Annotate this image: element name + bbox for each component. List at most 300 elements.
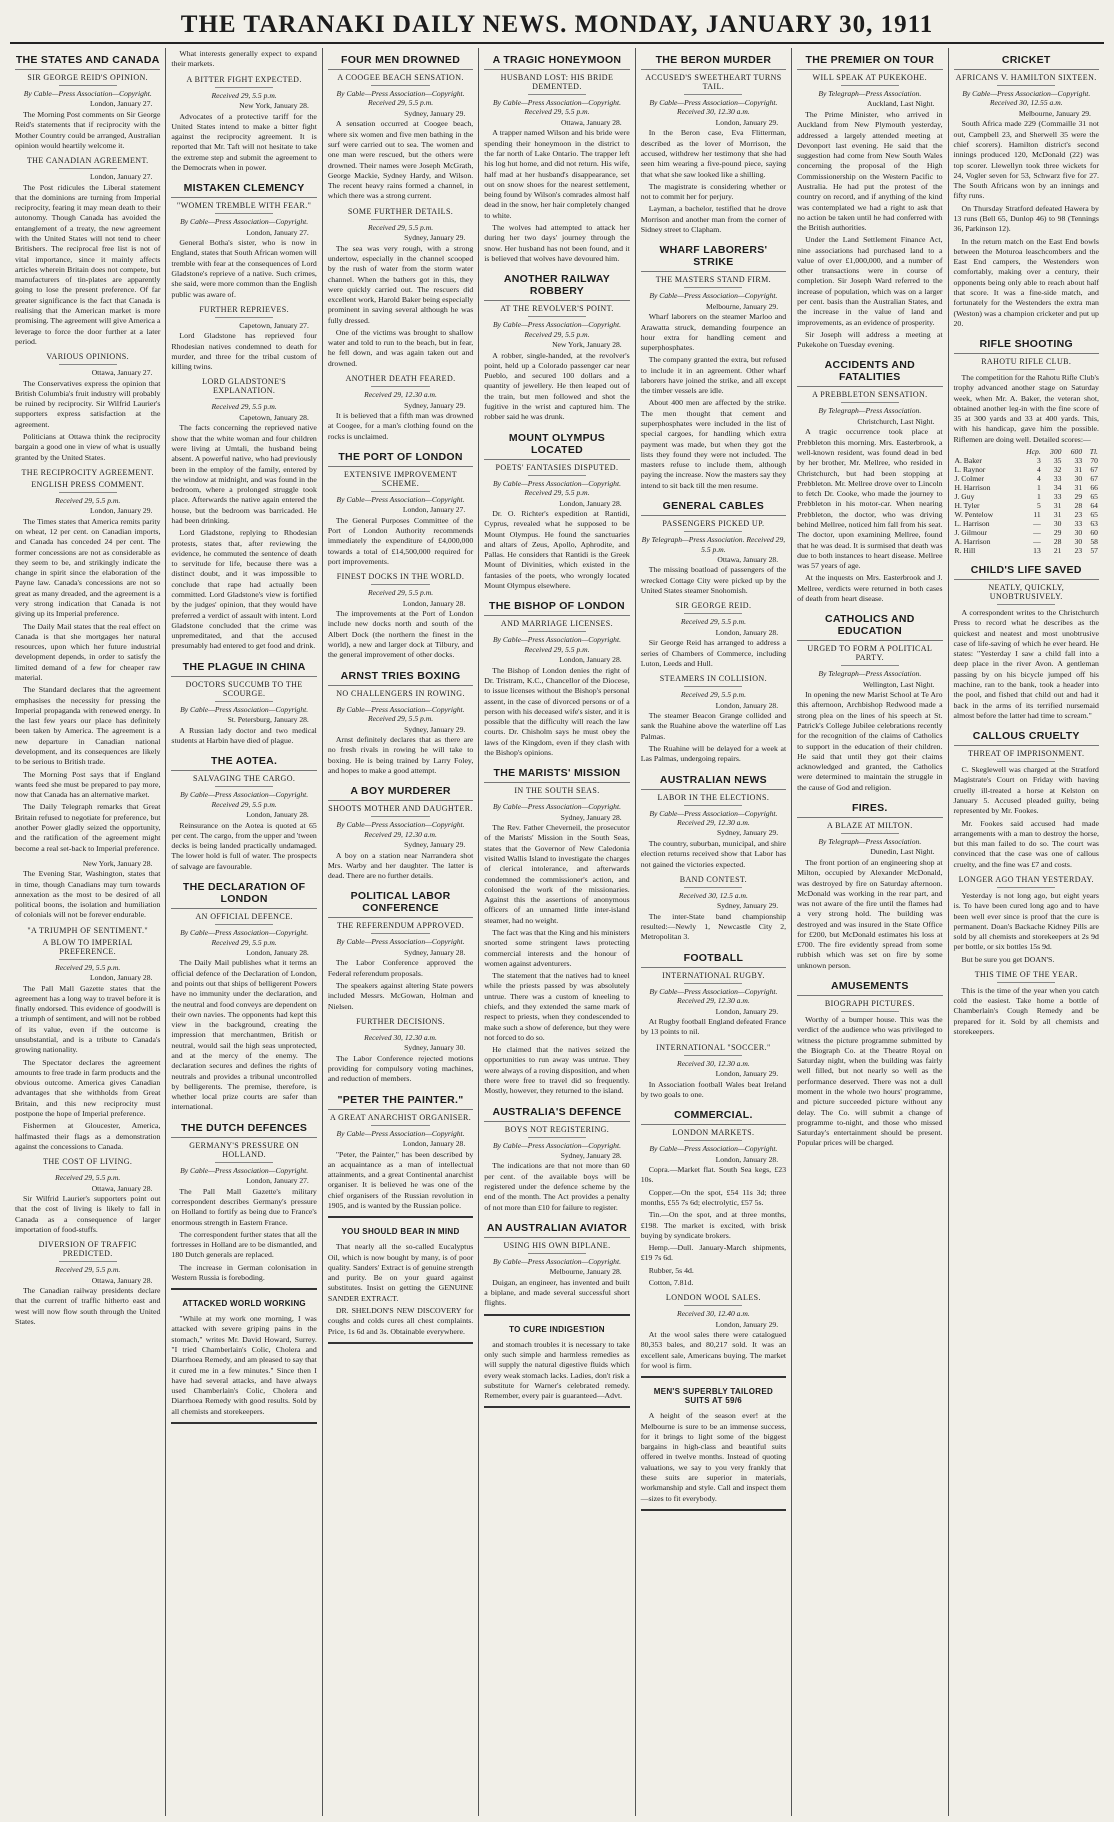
- headline: MOUNT OLYMPUS LOCATED: [484, 428, 629, 460]
- dateline: Received 30, 12.30 a.m.: [677, 1058, 750, 1068]
- divider: [215, 701, 273, 702]
- divider: [528, 316, 586, 317]
- subheading: LONDON MARKETS.: [672, 1128, 755, 1138]
- paragraph: The Canadian railway presidents declare that the current of traffic hitherto east and west will now flow south through the United States.: [15, 1286, 161, 1327]
- headline: GENERAL CABLES: [641, 496, 786, 516]
- table-row: [954, 546, 1099, 555]
- article: [171, 1118, 316, 1284]
- paragraph: and stomach troubles it is necessary to take only such simple and harmless remedies as will supply the natural digestive fluids which every weak stomach lacks. Ladies, don't risk a substitute for Warner's celebrated remedy. Remember, every pair is guaranteed—Advt.: [484, 1339, 630, 1401]
- article: [328, 572, 473, 660]
- score-cell: 65: [1090, 492, 1098, 502]
- paragraph: It is believed that a fifth man was drowned at Coogee, for a man's clothing found on the rocks is unclaimed.: [327, 411, 474, 441]
- article: [15, 468, 160, 854]
- paragraph: The steamer Beacon Grange collided and sank the Ruahine above the waterline off Las Palmas.: [640, 711, 787, 741]
- score-cell: 4: [1036, 474, 1041, 484]
- divider: [841, 1011, 899, 1012]
- paragraph: At Rugby football England defeated France by 13 points to nil.: [640, 1017, 787, 1037]
- dateline: Received 29, 12.30 a.m.: [364, 390, 437, 400]
- dateline: By Telegraph—Press Association.: [818, 669, 922, 679]
- dateline: Received 29, 5.5 p.m.: [367, 588, 434, 598]
- paragraph: Fishermen at Gloucester, America, halfmasted their flags as a demonstration against the concessions to Canada.: [15, 1121, 161, 1151]
- subheading: RAHOTU RIFLE CLUB.: [981, 357, 1072, 367]
- article: [328, 886, 473, 1011]
- divider: [684, 531, 742, 532]
- dateline: By Cable—Press Association—Copyright. Received 29, 12.30 a.m.: [649, 986, 778, 1006]
- place-date: Sydney, January 29.: [404, 108, 466, 118]
- score-cell: 65: [1090, 510, 1098, 520]
- score-cell: 60: [1090, 528, 1098, 538]
- divider: [371, 491, 429, 492]
- subheading: DOCTORS SUCCUMB TO THE SCOURGE.: [185, 679, 303, 698]
- article: [641, 1105, 786, 1288]
- divider: [215, 213, 273, 214]
- headline: ANOTHER RAILWAY ROBBERY: [484, 269, 629, 301]
- dateline: By Cable—Press Association—Copyright.: [649, 1144, 778, 1154]
- place-date: London, January 28.: [559, 498, 622, 508]
- divider: [371, 816, 429, 817]
- column-header: 600: [1070, 447, 1083, 457]
- headline: FIRES.: [797, 798, 942, 818]
- divider: [371, 85, 429, 86]
- paragraph: The Ruahine will be delayed for a week at Las Palmas, undergoing repairs.: [640, 743, 787, 764]
- headline: THE STATES AND CANADA: [15, 50, 160, 70]
- headline: CALLOUS CRUELTY: [954, 726, 1099, 746]
- place-date: London, January 28.: [246, 948, 309, 957]
- headline: THE DECLARATION OF LONDON: [171, 877, 316, 909]
- divider: [59, 1261, 117, 1262]
- divider: [997, 982, 1055, 983]
- article: [484, 596, 629, 758]
- table-row: [954, 474, 1099, 483]
- score-cell: 67: [1090, 474, 1098, 484]
- place-date: London, January 27.: [89, 172, 153, 182]
- divider: [371, 933, 429, 934]
- score-cell: 33: [1053, 492, 1062, 502]
- subheading: A BLOW TO IMPERIAL PREFERENCE.: [42, 937, 133, 956]
- shooter-name: H. Tyler: [954, 501, 980, 511]
- shooter-name: L. Raynor: [954, 465, 986, 475]
- table-row: [954, 537, 1099, 546]
- divider: [371, 1125, 429, 1126]
- subheading: DIVERSION OF TRAFFIC PREDICTED.: [38, 1240, 137, 1259]
- subheading: SHOOTS MOTHER AND DAUGHTER.: [328, 804, 473, 814]
- table-row: [954, 492, 1099, 501]
- paragraph: At the inquests on Mrs. Easterbrook and J. Mellree, verdicts were returned in both cases of death from heart disease.: [797, 573, 943, 603]
- place-date: London, January 27.: [246, 1176, 309, 1186]
- article: [484, 428, 629, 592]
- divider: [684, 686, 742, 687]
- divider: [841, 833, 899, 834]
- divider: [215, 317, 273, 318]
- divider: [59, 1169, 117, 1170]
- paragraph: A correspondent writes to the Christchurch Press to record what he describes as the quickest and neatest and most unobtrusive case of life-saving of which he ever heard. He states: "Yesterday I saw a child fall into a deep place in the river Avon. A gentleman passing by on his bicycle jumped off his machine, ran to the bank, took a header into the pool, and fished that child out and had it back in the arms of its terrified nursemaid almost before the latter had time to scream.": [953, 608, 1099, 720]
- headline: CRICKET: [954, 50, 1099, 70]
- article: [797, 976, 942, 1149]
- score-cell: 70: [1090, 456, 1098, 466]
- shooter-name: A. Baker: [954, 456, 982, 466]
- table-row: [954, 519, 1099, 528]
- divider: [841, 665, 899, 666]
- subheading: SOME FURTHER DETAILS.: [347, 206, 454, 216]
- divider: [59, 492, 117, 493]
- article: [171, 178, 316, 300]
- subheading: POETS' FANTASIES DISPUTED.: [495, 462, 619, 472]
- article: [484, 269, 629, 422]
- score-cell: 64: [1090, 501, 1098, 511]
- paragraph: The Daily Mail states that the real effect on Canada is that she mortgages her natural resources, upon which her future industrial development depends, in order to satisfy the limited demand of a few for cheaper raw material.: [15, 621, 161, 682]
- dateline: Received 29, 5.5 p.m.: [211, 402, 277, 412]
- headline: ARNST TRIES BOXING: [328, 666, 473, 686]
- headline: "PETER THE PAINTER.": [328, 1090, 473, 1110]
- dateline: Received 29, 5.5 p.m.: [55, 495, 121, 505]
- subheading: AFRICANS V. HAMILTON SIXTEEN.: [955, 73, 1097, 82]
- subheading: A BLAZE AT MILTON.: [826, 820, 913, 830]
- paragraph: The Pall Mall Gazette states that the agreement has a long way to travel before it is finally endorsed. This evidence of goodwill is a triumph of sentiment, and will not be robbed of its value, even if the outcome is unsubstantial, and is a tribute to Canada's growing nationality.: [15, 983, 161, 1055]
- place-date: Sydney, January 29.: [404, 400, 466, 410]
- place-date: Sydney, January 28.: [560, 812, 622, 822]
- subheading: LONDON WOOL SALES.: [665, 1293, 761, 1303]
- place-date: London, January 27.: [246, 227, 309, 237]
- column-2: [166, 48, 322, 1816]
- article: [641, 240, 786, 491]
- paragraph: The Times states that America remits parity on wheat, 12 per cent. on Canadian imports, and Canada has conceded 24 per cent. The former concessions are not as considerable as they seem to be, and strikingly indicate the change in spirit since the elaboration of the Payne law. Canada's concessions are not so great as many dreaded, and the agreement is a very strong indication that Canada is not giving up its Imperial preference.: [15, 516, 161, 619]
- divider: [997, 604, 1055, 605]
- subheading: BIOGRAPH PICTURES.: [824, 999, 915, 1009]
- subheading: PASSENGERS PICKED UP.: [662, 519, 765, 529]
- dateline: By Cable—Press Association—Copyright. Received 29, 12.30 a.m.: [336, 820, 465, 839]
- place-date: Ottawa, January 28.: [91, 1183, 153, 1193]
- divider: [528, 475, 586, 476]
- article: [328, 1017, 473, 1085]
- score-cell: 28: [1053, 537, 1062, 547]
- divider: [997, 85, 1055, 86]
- divider: [59, 85, 117, 86]
- score-cell: 31: [1074, 483, 1083, 493]
- paragraph: The facts concerning the reprieved native show that the white woman and four children were living at Umtali, the husband being absent. A powerful native, who had previously been in the employ of the family, entered by the window at midnight, and was found in the bedroom, where a prolonged struggle took place. Afterwards the native again entered the house, but the bedroom was barricaded. He had been drinking.: [171, 423, 317, 525]
- subheading: THE COST OF LIVING.: [43, 1157, 133, 1167]
- paragraph: In the Beron case, Eva Flitterman, described as the lover of Morrison, the accused, withdrew her testimony that she had seen him wearing a five-pound piece, saying that what she saw looked like a shilling.: [640, 128, 787, 179]
- subheading: LONGER AGO THAN YESTERDAY.: [958, 874, 1094, 884]
- paragraph: Sir Joseph will address a meeting at Pukekohe on Tuesday evening.: [797, 329, 943, 350]
- place-date: Sydney, January 30.: [404, 1043, 466, 1053]
- paragraph: The Morning Post says that if England wants feed she must be prepared to pay more, now that Canada has an alternative market.: [15, 769, 161, 800]
- subheading: NEATLY, QUICKLY, UNOBTRUSIVELY.: [988, 583, 1065, 602]
- paragraph: The competition for the Rahotu Rifle Club's trophy advanced another stage on Saturday week, when Mr. A. Baker, the veteran shot, obtained another leg-in with the fine score of 35 at 300 yards and 33 at 400 yards. This, with his handicap, gave him the possible. Riflemen are doing well. Detailed scores:—: [953, 373, 1099, 444]
- subheading: AND MARRIAGE LICENSES.: [500, 619, 614, 629]
- masthead: [10, 8, 1104, 44]
- place-date: Dunedin, Last Night.: [870, 847, 935, 857]
- paragraph: Hemp.—Dull. January-March shipments, £19 7s 6d.: [640, 1243, 787, 1263]
- paragraph: Wharf laborers on the steamer Marloo and Arawatta struck, demanding fourpence an hour extra for handling cement and superphosphates.: [640, 312, 787, 353]
- place-date: Sydney, January 28.: [404, 947, 466, 957]
- divider: [371, 386, 429, 387]
- subheading: THIS TIME OF THE YEAR.: [974, 969, 1078, 979]
- headline: THE MARISTS' MISSION: [484, 763, 629, 783]
- paragraph: The missing boatload of passengers of the wrecked Cottage City were picked up by the United States steamer Snohomish.: [640, 565, 787, 596]
- place-date: Ottawa, January 27.: [91, 368, 153, 378]
- paragraph: A boy on a station near Narrandera shot Mrs. Warby and her daughter. The latter is dead. There are no further details.: [327, 850, 474, 881]
- headline: A TRAGIC HONEYMOON: [484, 50, 629, 70]
- paragraph: "While at my work one morning, I was attacked with severe griping pains in the stomach," writes Mr. David Howard, Surrey. "I tried Chamberlain's Colic, Cholera and Diarrhoea Remedy, and am pleased to say that it cured me in a few minutes." Since then I have had several attacks, and have always used Chamberlain's Colic, Cholera and Diarrhoea Remedy with good results. Sold by all chemists and storekeepers.: [171, 1314, 317, 1416]
- dateline: By Cable—Press Association—Copyright. Received 29, 5.5 p.m.: [180, 928, 309, 947]
- paragraph: About 400 men are affected by the strike. The men thought that cement and superphosphates were included in the list of special cargoes, for handling which extra payment was made, but when they got the lists they found they were not included. The masters refuse to include them, although paying the increase. Now the masters say they intend to sit back till the men resume.: [640, 398, 787, 490]
- article: [171, 877, 316, 1113]
- article: [484, 50, 629, 264]
- subheading: GERMANY'S PRESSURE ON HOLLAND.: [189, 1140, 300, 1159]
- place-date: London, January 28.: [402, 1139, 466, 1149]
- paragraph: The front portion of an engineering shop at Milton, occupied by Alexander McDonald, was destroyed by fire on Saturday afternoon. McDonald was working in the rear part, and was not aware of the fire until the flames had a very strong hold. The building was destroyed and was insured in the State Office for £200, but McDonald estimates his loss at £700. The fire evidently spread from some rubbish which was set on fire by some unknown person.: [797, 857, 943, 970]
- place-date: London, January 28.: [89, 973, 153, 983]
- scores-table: [954, 447, 1099, 555]
- subheading: AN OFFICIAL DEFENCE.: [195, 912, 293, 922]
- headline: POLITICAL LABOR CONFERENCE: [328, 886, 473, 918]
- subheading: FURTHER REPRIEVES.: [199, 304, 290, 314]
- score-cell: 63: [1090, 519, 1098, 529]
- divider: [841, 402, 899, 403]
- subheading: THREAT OF IMPRISONMENT.: [968, 749, 1085, 759]
- paragraph: A Russian lady doctor and two medical students at Harbin have died of plague.: [171, 725, 317, 745]
- paragraph: The Standard declares that the agreement emphasises the necessity for pressing the Imperial propaganda with renewed energy. In the last few years our place has definitely been taken by America. The agreement is a new departure in Canadian national development, and its consequences are likely to be serious to British trade.: [15, 685, 161, 767]
- subheading: A GREAT ANARCHIST ORGANISER.: [329, 1112, 472, 1122]
- paragraph: The inter-State band championship resulted:—Newly 1, Newcastle City 2, Metropolitan 3.: [640, 911, 787, 942]
- dateline: By Cable—Press Association—Copyright.: [492, 1140, 621, 1150]
- article: [171, 305, 316, 373]
- subheading: EXTENSIVE IMPROVEMENT SCHEME.: [344, 469, 458, 488]
- score-cell: 23: [1074, 546, 1083, 556]
- shooter-name: L. Harrison: [954, 519, 990, 529]
- dateline: Received 30, 12.30 a.m.: [364, 1032, 437, 1042]
- paragraph: The Spectator declares the agreement amounts to free trade in farm products and the obvious outcome. America gives Canadian advantages that she withholds from Great Britain, and this new reciprocity must postpone the hope of Imperial preference.: [15, 1057, 161, 1119]
- headline: THE PORT OF LONDON: [328, 447, 473, 467]
- article: [641, 674, 786, 764]
- divider: [684, 613, 742, 614]
- column-header: [954, 447, 1017, 456]
- dateline: Received 30, 12.40 a.m.: [677, 1309, 750, 1319]
- headline: COMMERCIAL.: [641, 1105, 786, 1125]
- place-date: Capetown, January 28.: [239, 412, 309, 422]
- paragraph: Yesterday is not long ago, but eight years is. To have been cured long ago and to have been well ever since is proof that the cure is permanent. Doan's Backache Kidney Pills are sold by all chemists and storekeepers at 2s 9d per bottle, or six bottles 15s 9d.: [953, 890, 1099, 952]
- place-date: Ottawa, January 28.: [560, 117, 622, 127]
- article: [15, 1157, 160, 1235]
- place-date: Ottawa, January 28.: [717, 554, 779, 564]
- paragraph: The Morning Post comments on Sir George Reid's statements that if reciprocity with the Mother Country could be arranged, Australian opinion would heartily welcome it.: [15, 109, 161, 150]
- headline: MISTAKEN CLEMENCY: [171, 178, 316, 198]
- paragraph: Sir George Reid has arranged to address a series of Chambers of Commerce, including Luton, Leeds and Hull.: [640, 638, 787, 668]
- score-cell: 58: [1090, 537, 1098, 547]
- dateline: By Cable—Press Association—Copyright.: [180, 1165, 309, 1175]
- divider: [215, 1162, 273, 1163]
- article: [797, 355, 942, 604]
- dateline: By Cable—Press Association—Copyright. Received 29, 5.5 p.m.: [492, 98, 621, 117]
- paragraph: The Conservatives express the opinion that British Columbia's fruit industry will probably be ruined by reciprocity. Sir Wilfrid Laurier's supporters express satisfaction at the agreement.: [15, 378, 161, 429]
- dateline: By Cable—Press Association—Copyright. Received 29, 5.5 p.m.: [180, 790, 309, 809]
- place-date: London, January 27.: [89, 99, 153, 109]
- paragraph: The Daily Mail publishes what it terms an official defence of the Declaration of London, and points out that ships of belligerent Powers have no immunity under the declaration, and the neutral and food conveys are dependent on their own navies. The opponents had kept this view in the background, creating the impression that merchantmen, British or neutral, would sail the high seas unprotected, and at the mercy of the enemy. The declaration secures and defines the rights of neutrals and provides a tribunal uncontrolled by belligerents. The premise, therefore, is whether local prize courts are safer than international.: [171, 958, 317, 1112]
- paragraph: Reinsurance on the Aotea is quoted at 65 per cent. The cargo, from the upper and 'tween decks is being landed practically undamaged. The lower hold is full of water. The prospects of salvage are favourable.: [171, 820, 317, 871]
- place-date: Sydney, January 29.: [717, 828, 779, 838]
- article: [641, 1043, 786, 1101]
- score-cell: 21: [1053, 546, 1062, 556]
- paragraph: The Prime Minister, who arrived in Auckland from New Plymouth yesterday, addressed a largely attended meeting at Devonport last evening. He said that the suggestion had come from New South Wales concerning the proposal of the High Commissionership on the Western Pacific to Australia. He had put the protest of the country on record, and if anything of the kind was contemplated we had a right to ask that no action be taken until he had conferred with the British authorities.: [797, 109, 943, 233]
- paragraph: A robber, single-handed, at the revolver's point, held up a Colorado passenger car near Pueblo, and secured 100 dollars and a quantity of jewellery. He then leaped out of the train, but men followed and shot the fugitive in the wrist and captured him. The robber said he was drunk.: [484, 350, 630, 422]
- subheading: SALVAGING THE CARGO.: [192, 774, 296, 784]
- article: [954, 334, 1099, 555]
- divider: [684, 887, 742, 888]
- score-cell: —: [1033, 537, 1041, 547]
- paragraph: A sensation occurred at Coogee beach, where six women and five men bathing in the surf were carried out to sea. The women and one man were rescued, but the others were drowned. Their names were Joseph McGrath, George Mackie, Sydney Hardy, and Wilson. The recent heavy rains formed a channel, in which there was a strong current.: [327, 119, 474, 201]
- place-date: Sydney, January 29.: [404, 840, 466, 850]
- score-cell: 23: [1074, 510, 1083, 520]
- column-4: [479, 48, 635, 1816]
- paragraph: The General Purposes Committee of the Port of London Authority recommends immediately the expenditure of £4,000,000 towards a total of £14,500,000 required for port improvements.: [327, 515, 474, 566]
- divider: [59, 364, 117, 365]
- shooter-name: J. Colmer: [954, 474, 985, 484]
- dateline: By Telegraph—Press Association.: [818, 89, 922, 98]
- paragraph: Worthy of a bumper house. This was the verdict of the audience who was privileged to witness the picture programme submitted by the Biograph Co. at the Theatre Royal on Saturday night, when the building was fairly well filled, but not nearly so well as the performance deserved. There was not a dull moment in the whole two hours' programme, and picture succeeded picture without any delay. The Co. will submit a change of programme to-night, and those who missed Saturday's entertainment should be present. Popular prices will be charged.: [797, 1015, 943, 1148]
- article: [641, 1293, 786, 1371]
- paragraph: Tin.—On the spot, and at three months, £198. The market is excited, with brisk buying by syndicate brokers.: [640, 1210, 787, 1240]
- table-row: [954, 528, 1099, 537]
- paragraph: This is the time of the year when you catch cold the easiest. Take home a bottle of Chamberlain's Cough Remedy and be prepared for it. Sold by all chemists and storekeepers.: [953, 985, 1099, 1037]
- score-cell: 32: [1053, 465, 1062, 475]
- column-7: [949, 48, 1104, 1816]
- place-date: Melbourne, January 28.: [549, 1267, 622, 1277]
- paragraph: Politicians at Ottawa think the reciprocity bargain a good one in view of what is usually granted by the United States.: [15, 431, 161, 462]
- article: [15, 926, 160, 1152]
- subheading: IN THE SOUTH SEAS.: [514, 786, 600, 796]
- divider: [215, 924, 273, 925]
- score-cell: 30: [1074, 528, 1083, 538]
- subheading: WILL SPEAK AT PUKEKOHE.: [812, 73, 928, 82]
- paragraph: The speakers against altering State powers included Messrs. McGowan, Holman and Nielsen.: [327, 981, 474, 1011]
- article: [797, 609, 942, 793]
- headline: THE PLAGUE IN CHINA: [171, 657, 316, 677]
- paragraph: The country, suburban, municipal, and shire election returns received show that Labor has not gained the victories expected.: [640, 838, 787, 869]
- score-cell: 33: [1053, 474, 1062, 484]
- shooter-name: J. Guy: [954, 492, 975, 502]
- column-1: [10, 48, 166, 1816]
- dateline: By Cable—Press Association—Copyright.: [336, 494, 465, 504]
- table-row: [954, 483, 1099, 492]
- dateline: By Cable—Press Association—Copyright.: [180, 217, 309, 227]
- headline: YOU SHOULD BEAR IN MIND: [341, 1227, 460, 1237]
- place-date: Wellington, Last Night.: [863, 679, 935, 689]
- headline: AN AUSTRALIAN AVIATOR: [484, 1218, 629, 1238]
- score-cell: 13: [1033, 546, 1041, 556]
- subheading: THE REFERENDUM APPROVED.: [336, 921, 465, 931]
- column-3: [323, 48, 479, 1816]
- score-cell: 33: [1074, 456, 1083, 466]
- shooter-name: R. Hill: [954, 546, 976, 556]
- place-date: Sydney, January 29.: [717, 901, 779, 911]
- article: [171, 657, 316, 747]
- masthead-title: THE TARANAKI DAILY NEWS. MONDAY, JANUARY 30, 1911: [180, 11, 934, 38]
- score-cell: 1: [1036, 483, 1041, 493]
- dateline: Received 29, 5.5 p.m.: [55, 962, 121, 972]
- headline: MEN'S SUPERBLY TAILORED SUITS AT 59/6: [653, 1387, 774, 1406]
- place-date: Auckland, Last Night.: [867, 99, 935, 109]
- subheading: AT THE REVOLVER'S POINT.: [500, 304, 614, 314]
- divider: [371, 701, 429, 702]
- headline: THE BERON MURDER: [641, 50, 786, 70]
- paragraph: Mr. Fookes said accused had made arrangements with a man to destroy the horse, but this man failed to do so. The court was convinced that the case was one of callous cruelty, and the fine was £7 and costs.: [953, 818, 1099, 869]
- divider: [528, 631, 586, 632]
- place-date: New York, January 28.: [552, 340, 622, 350]
- divider: [841, 85, 899, 86]
- dateline: By Cable—Press Association—Copyright. Received 29, 5.5 p.m.: [336, 704, 465, 724]
- article: [954, 726, 1099, 870]
- divider: [528, 1253, 586, 1254]
- divider: [684, 1140, 742, 1141]
- paragraph: South Africa made 229 (Commaille 31 not out, Campbell 23, and Sherwell 35 were the chief scorers). Hamilton district's second innings produced 120, McDonald (22) was top scorer. Llewellyn took three wickets for 24, Vogler seven for 53, Schwarz five for 27. The South Africans won by an innings and fifty runs.: [953, 119, 1099, 201]
- paragraph: A tragic occurrence took place at Prebbleton this morning. Mrs. Easterbrook, a well-known resident, was found dead in bed by her brother, Mr. Mellree, who resided in Christchurch, but had been stopping at Prebbleton. Mr. Mellree drove over to Lincoln to fetch Dr. Cooke, who made the journey to Prebbleton in his motor-car. When nearing Prebbleton, the doctor, who was driving behind Mellree, noticed him fall from his seat. The doctor, upon examining Mellree, found that he was dead. It is surmised that death was due to both instances to heart disease. Mellree was 57 years of age.: [797, 427, 943, 571]
- dateline: Received 29, 5.5 p.m.: [680, 690, 746, 700]
- score-cell: 29: [1074, 492, 1083, 502]
- table-row: [954, 510, 1099, 519]
- paragraph: A trapper named Wilson and his bride were spending their honeymoon in the district to the far north of Lake Ontario. The trapper left his log hut home, and did not return. His wife, half mad at her husband's disappearance, set out on snow shoes for the nearest settlement, being found by Wilson's comrades almost half dead in the snow, her hair completely changed to white.: [484, 128, 630, 220]
- paragraph: Copra.—Market flat. South Sea kegs, £23 10s.: [640, 1165, 787, 1185]
- score-cell: 35: [1053, 456, 1062, 466]
- place-date: Christchurch, Last Night.: [857, 416, 935, 426]
- article: [484, 1218, 629, 1309]
- dateline: By Cable—Press Association—Copyright. Received 30, 12.55 a.m.: [962, 89, 1091, 108]
- headline: THE DUTCH DEFENCES: [171, 1118, 316, 1138]
- score-cell: 57: [1090, 546, 1098, 556]
- article: [171, 377, 316, 651]
- dateline: By Cable—Press Association—Copyright. Received 30, 12.30 a.m.: [649, 98, 778, 117]
- divider: [528, 94, 586, 95]
- headline: AUSTRALIAN NEWS: [641, 770, 786, 790]
- headline: A BOY MURDERER: [328, 781, 473, 801]
- column-header: Hcp.: [1026, 447, 1041, 457]
- divider: [59, 168, 117, 169]
- shooter-name: J. Gilmour: [954, 528, 988, 538]
- article: [171, 49, 316, 70]
- divider: [997, 887, 1055, 888]
- score-cell: 3: [1036, 456, 1041, 466]
- place-date: London, January 29.: [715, 1319, 779, 1329]
- article: [797, 50, 942, 350]
- dateline: By Cable—Press Association—Copyright.: [336, 1128, 465, 1138]
- paragraph: C. Skeglewell was charged at the Stratford Magistrate's Court on Friday with having cruelly ill-treated a horse at Kelston on January 5. Accused pleaded guilty, being represented by Mr. Fookes.: [953, 765, 1099, 816]
- dateline: By Cable—Press Association—Copyright.: [649, 291, 778, 301]
- place-date: Sydney, January 29.: [404, 233, 466, 243]
- score-cell: —: [1033, 528, 1041, 538]
- subheading: A PREBBLETON SENSATION.: [812, 390, 928, 400]
- score-cell: —: [1033, 519, 1041, 529]
- shooter-name: W. Pentelow: [954, 510, 994, 520]
- table-row: [954, 501, 1099, 510]
- place-date: Sydney, January 29.: [404, 724, 466, 734]
- headline: TO CURE INDIGESTION: [509, 1324, 605, 1334]
- paragraph: What interests generally expect to expand their markets.: [171, 49, 317, 69]
- article: [15, 859, 160, 921]
- paragraph: One of the victims was brought to shallow water and told to run to the beach, but in fear, he fell down, and was again taken out and drowned.: [327, 327, 474, 368]
- divider: [528, 1137, 586, 1138]
- article: [641, 50, 786, 235]
- article: [328, 666, 473, 777]
- place-date: London, January 28.: [715, 700, 779, 710]
- paragraph: The company granted the extra, but refused to include it in an agreement. Other wharf laborers have joined the strike, and all except the timber vessels are idle.: [640, 355, 787, 396]
- headline: WHARF LABORERS' STRIKE: [641, 240, 786, 272]
- place-date: London, January 28.: [246, 810, 309, 820]
- place-date: London, January 28.: [559, 655, 622, 665]
- subheading: SIR GEORGE REID.: [675, 601, 752, 611]
- divider: [215, 786, 273, 787]
- subheading: HUSBAND LOST: HIS BRIDE DEMENTED.: [500, 73, 614, 91]
- column-header: 300: [1050, 447, 1062, 457]
- subheading: LABOR IN THE ELECTIONS.: [657, 792, 770, 802]
